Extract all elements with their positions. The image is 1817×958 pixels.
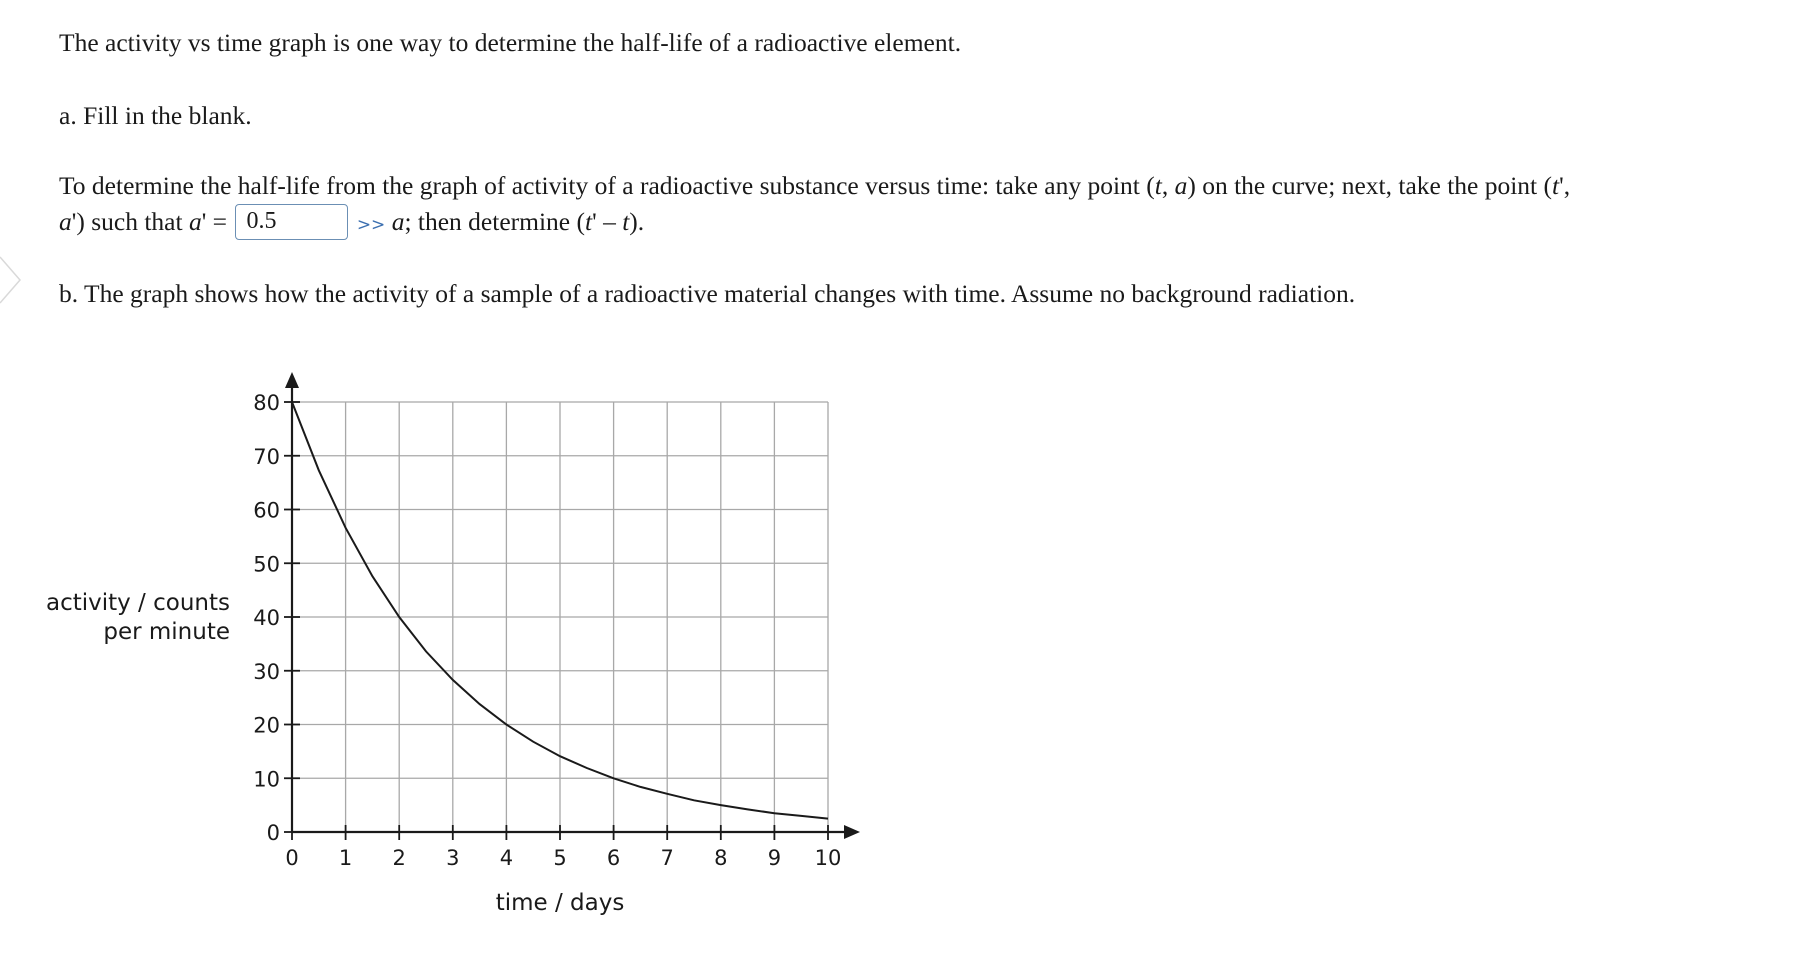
- y-axis-arrow-icon: [285, 372, 299, 388]
- x-axis-arrow-icon: [844, 825, 860, 839]
- x-tick-label: 4: [499, 846, 514, 870]
- part-a-instruction-line1: To determine the half-life from the graph of activity of a radioactive substance versus time: take any point (t, a) on the curve; next, take the point (t',: [59, 171, 1571, 200]
- y-tick-label: 0: [266, 821, 280, 845]
- side-panel-arrow-icon[interactable]: [0, 255, 22, 305]
- activity-time-chart: [40, 360, 900, 930]
- y-tick-label: 30: [253, 659, 280, 684]
- y-tick-label: 80: [253, 391, 280, 415]
- y-axis-label-line2: per minute: [103, 619, 230, 645]
- part-a-label: a. Fill in the blank.: [59, 101, 252, 130]
- y-tick-label: 70: [253, 444, 280, 469]
- y-axis-label-line1: activity / counts: [45, 590, 230, 616]
- part-b-text: b. The graph shows how the activity of a sample of a radioactive material changes with time. Assume no background radiation.: [59, 279, 1356, 308]
- x-tick-label: 9: [767, 846, 782, 870]
- y-tick-label: 50: [253, 552, 280, 577]
- x-tick-label: 5: [553, 846, 567, 870]
- x-tick-label: 0: [285, 846, 299, 870]
- y-tick-label: 60: [253, 498, 280, 523]
- y-tick-label: 20: [253, 713, 280, 738]
- x-tick-label: 8: [714, 846, 728, 870]
- question-intro: The activity vs time graph is one way to determine the half-life of a radioactive element.: [59, 28, 962, 57]
- y-tick-label: 40: [253, 606, 280, 630]
- x-tick-label: 2: [392, 846, 406, 870]
- x-tick-label: 7: [660, 846, 674, 870]
- x-tick-label: 10: [814, 846, 842, 870]
- x-tick-label: 6: [606, 846, 621, 870]
- y-tick-label: 10: [253, 767, 280, 792]
- x-tick-label: 3: [446, 846, 460, 870]
- chart-grid: [292, 402, 828, 832]
- x-axis-label: time / days: [495, 890, 625, 916]
- answer-input[interactable]: 0.5: [235, 204, 348, 240]
- chart-svg: [40, 360, 900, 930]
- x-tick-label: 1: [338, 846, 353, 870]
- part-a-instruction-line2: a') such that a' = 0.5 >> a; then determine (t' – t).: [59, 204, 644, 243]
- answer-chevrons: >>: [356, 215, 386, 235]
- chart-ticks: [253, 391, 841, 870]
